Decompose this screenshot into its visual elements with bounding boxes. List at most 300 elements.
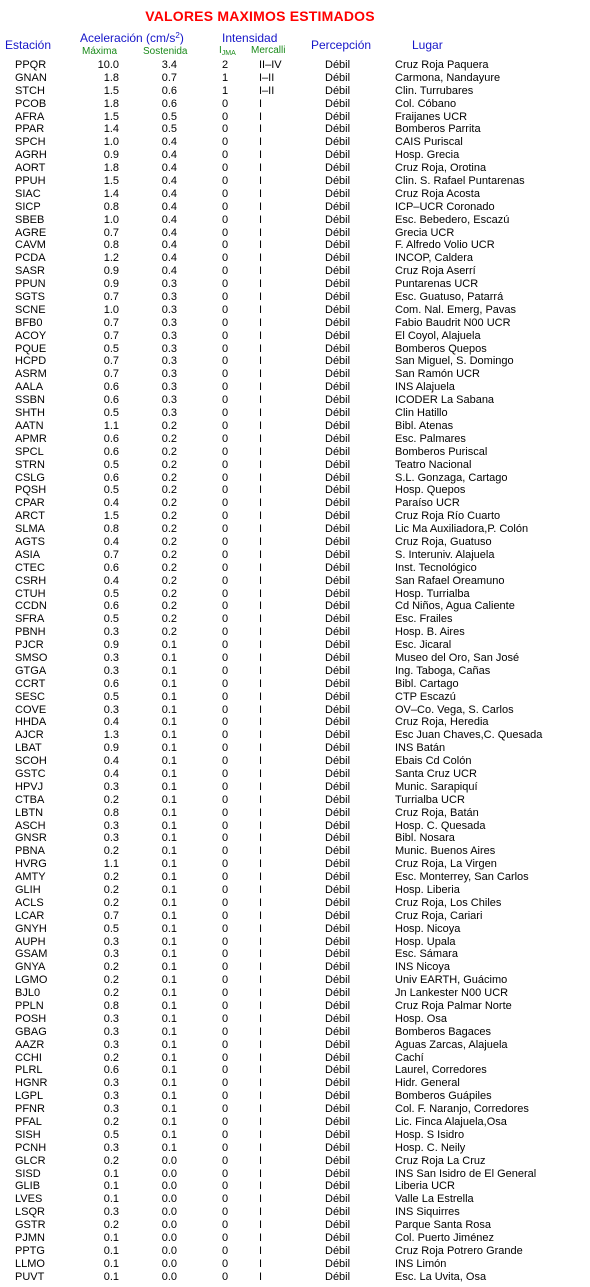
location-value: Col. Cóbano [395, 97, 457, 110]
header-aceleracion-text: Aceleración (cm/s [80, 31, 176, 45]
table-row [0, 961, 590, 974]
intensity-mercalli-value: I [259, 884, 263, 896]
station-code: AFRA [15, 110, 45, 123]
table-row [0, 85, 590, 98]
perception-value: Débil [325, 1206, 351, 1219]
station-code: SISD [15, 1167, 41, 1180]
accel-sustained-value: 0.1 [161, 884, 177, 896]
intensity-mercalli-value: I [259, 780, 263, 793]
perception-value: Débil [325, 110, 351, 123]
table-row [0, 1258, 590, 1271]
location-value: Esc. Bebedero, Escazú [395, 213, 510, 226]
station-code: SSBN [15, 394, 45, 407]
table-row [0, 652, 590, 665]
table-row [0, 252, 590, 265]
intensity-jma-value: 0 [221, 613, 229, 626]
intensity-mercalli-value: I [259, 961, 263, 974]
location-value: Cruz Roja Potrero Grande [395, 1244, 523, 1257]
intensity-jma-value: 0 [221, 1219, 229, 1232]
intensity-jma-value: 0 [221, 1141, 229, 1154]
intensity-mercalli-value: I [259, 187, 263, 200]
table-row [0, 1245, 590, 1258]
station-code: SICP [15, 200, 41, 213]
station-code: GLIH [15, 884, 41, 896]
station-code: AORT [15, 162, 46, 175]
table-row [0, 807, 590, 820]
intensity-mercalli-value: I [259, 690, 263, 703]
table-row [0, 1077, 590, 1090]
intensity-jma-value: 0 [221, 767, 229, 780]
accel-max-value: 0.3 [103, 1206, 119, 1219]
location-value: Bomberos Parrita [395, 123, 481, 136]
intensity-jma-value: 0 [221, 303, 229, 316]
intensity-jma-value: 0 [221, 1244, 229, 1257]
intensity-mercalli-value: I [259, 806, 263, 819]
table-row [0, 394, 590, 407]
intensity-jma-value: 0 [221, 1077, 229, 1090]
accel-max-value: 0.3 [103, 1103, 119, 1116]
header-estacion: Estación [5, 38, 52, 52]
station-code: PPUH [15, 175, 46, 188]
accel-sustained-value: 0.1 [161, 1025, 177, 1038]
accel-max-value: 0.3 [103, 1077, 119, 1090]
accel-max-value: 0.2 [103, 1116, 119, 1129]
perception-value: Débil [325, 651, 351, 664]
perception-value: Débil [325, 819, 351, 832]
location-value: INS San Isidro de El General [395, 1167, 537, 1180]
perception-value: Débil [325, 896, 351, 909]
accel-max-value: 0.4 [103, 535, 119, 548]
location-value: Bomberos Puriscal [395, 445, 488, 458]
accel-max-value: 0.8 [103, 1000, 119, 1013]
intensity-mercalli-value: I [259, 1180, 263, 1193]
accel-max-value: 1.1 [103, 419, 119, 432]
accel-max-value: 1.4 [103, 123, 119, 136]
accel-max-value: 0.3 [103, 626, 119, 639]
location-value: F. Alfredo Volio UCR [395, 239, 495, 252]
station-code: AGTS [15, 535, 45, 548]
accel-max-value: 0.8 [103, 523, 119, 536]
location-value: Ing. Taboga, Cañas [395, 664, 491, 677]
intensity-mercalli-value: I [259, 381, 263, 394]
accel-max-value: 0.4 [103, 767, 119, 780]
intensity-jma-value: 0 [221, 1167, 229, 1180]
location-value: INCOP, Caldera [395, 252, 474, 265]
subheader-ijma-sub: JMA [221, 50, 236, 57]
accel-max-value: 1.5 [103, 110, 119, 123]
intensity-jma-value: 0 [221, 639, 229, 652]
table-row [0, 1103, 590, 1116]
accel-sustained-value: 0.2 [161, 613, 177, 626]
intensity-mercalli-value: I [259, 793, 263, 806]
accel-sustained-value: 0.3 [161, 316, 177, 329]
intensity-mercalli-value: I [259, 987, 263, 1000]
table-row [0, 98, 590, 111]
station-code: SGTS [15, 291, 45, 304]
intensity-mercalli-value: I [259, 213, 263, 226]
perception-value: Débil [325, 252, 351, 265]
perception-value: Débil [325, 1064, 351, 1077]
intensity-mercalli-value: I [259, 471, 263, 484]
intensity-mercalli-value: I [259, 819, 263, 832]
accel-max-value: 0.9 [103, 278, 119, 291]
intensity-mercalli-value: I–II [259, 71, 275, 84]
location-value: ICP–UCR Coronado [395, 200, 495, 213]
intensity-mercalli-value: I [259, 729, 263, 742]
perception-value: Débil [325, 780, 351, 793]
perception-value: Débil [325, 471, 351, 484]
accel-max-value: 0.2 [103, 1051, 119, 1064]
accel-max-value: 0.2 [103, 884, 119, 896]
station-code: PCNH [15, 1141, 47, 1154]
table-row [0, 639, 590, 652]
intensity-jma-value: 0 [221, 1206, 229, 1219]
intensity-jma-value: 0 [221, 497, 229, 510]
perception-value: Débil [325, 278, 351, 291]
location-value: Col. F. Naranjo, Corredores [395, 1103, 529, 1116]
table-row [0, 1168, 590, 1181]
table-row [0, 1206, 590, 1219]
station-code: ASRM [15, 368, 47, 381]
table-row [0, 1155, 590, 1168]
intensity-jma-value: 0 [221, 407, 229, 420]
station-code: PPLN [15, 1000, 44, 1013]
intensity-mercalli-value: I [259, 871, 263, 884]
table-row [0, 317, 590, 330]
intensity-jma-value: 0 [221, 1193, 229, 1206]
station-code: PBNA [15, 845, 45, 858]
intensity-mercalli-value: I [259, 1219, 263, 1232]
accel-sustained-value: 0.2 [161, 432, 177, 445]
accel-max-value: 0.1 [103, 1193, 119, 1206]
intensity-mercalli-value: I [259, 742, 263, 755]
perception-value: Débil [325, 1128, 351, 1141]
perception-value: Débil [325, 1012, 351, 1025]
accel-max-value: 0.2 [103, 961, 119, 974]
station-code: CPAR [15, 497, 45, 510]
accel-sustained-value: 0.1 [161, 1012, 177, 1025]
location-value: Inst. Tecnológico [395, 561, 477, 574]
table-row [0, 1193, 590, 1206]
intensity-mercalli-value: I [259, 1206, 263, 1219]
accel-max-value: 0.6 [103, 381, 119, 394]
location-value: Esc. La Uvita, Osa [395, 1270, 487, 1283]
intensity-mercalli-value: I [259, 252, 263, 265]
perception-value: Débil [325, 690, 351, 703]
intensity-jma-value: 0 [221, 1000, 229, 1013]
intensity-mercalli-value: I [259, 755, 263, 768]
station-code: GSTC [15, 767, 46, 780]
accel-max-value: 0.3 [103, 703, 119, 716]
intensity-jma-value: 0 [221, 458, 229, 471]
intensity-mercalli-value: I [259, 548, 263, 561]
intensity-mercalli-value: I [259, 1141, 263, 1154]
location-value: Hidr. General [395, 1077, 460, 1090]
location-value: Aguas Zarcas, Alajuela [395, 1038, 508, 1051]
location-value: Hosp. B. Aires [395, 626, 465, 639]
perception-value: Débil [325, 561, 351, 574]
station-code: BJL0 [15, 987, 41, 1000]
accel-max-value: 0.7 [103, 368, 119, 381]
perception-value: Débil [325, 329, 351, 342]
accel-sustained-value: 0.4 [161, 149, 177, 162]
intensity-jma-value: 0 [221, 574, 229, 587]
perception-value: Débil [325, 703, 351, 716]
location-value: CAIS Puriscal [395, 136, 463, 149]
accel-max-value: 0.6 [103, 561, 119, 574]
intensity-jma-value: 0 [221, 832, 229, 845]
intensity-jma-value: 0 [221, 149, 229, 162]
table-row [0, 368, 590, 381]
intensity-mercalli-value: I [259, 226, 263, 239]
perception-value: Débil [325, 793, 351, 806]
table-row [0, 291, 590, 304]
perception-value: Débil [325, 742, 351, 755]
location-value: Esc. Monterrey, San Carlos [395, 871, 529, 884]
station-code: AGRE [15, 226, 47, 239]
accel-max-value: 0.6 [103, 677, 119, 690]
accel-max-value: 0.7 [103, 909, 119, 922]
intensity-jma-value: 0 [221, 793, 229, 806]
intensity-jma-value: 0 [221, 213, 229, 226]
perception-value: Débil [325, 149, 351, 162]
accel-max-value: 0.4 [103, 716, 119, 729]
accel-max-value: 0.3 [103, 1038, 119, 1051]
accel-max-value: 0.2 [103, 987, 119, 1000]
station-code: STRN [15, 458, 45, 471]
station-code: CTEC [15, 561, 45, 574]
station-code: AUPH [15, 935, 46, 948]
station-code: SBEB [15, 213, 45, 226]
intensity-mercalli-value: I [259, 1051, 263, 1064]
station-code: LLMO [15, 1257, 45, 1270]
accel-max-value: 0.1 [103, 1232, 119, 1245]
header-lugar: Lugar [412, 38, 443, 52]
table-row [0, 613, 590, 626]
location-value: Parque Santa Rosa [395, 1219, 492, 1232]
accel-sustained-value: 0.1 [161, 703, 177, 716]
perception-value: Débil [325, 845, 351, 858]
perception-value: Débil [325, 342, 351, 355]
location-value: Santa Cruz UCR [395, 767, 477, 780]
location-value: Lic Ma Auxiliadora,P. Colón [395, 523, 529, 536]
table-row [0, 948, 590, 961]
table-row [0, 936, 590, 949]
station-code: GNSR [15, 832, 47, 845]
station-code: HGNR [15, 1077, 48, 1090]
station-code: LVES [15, 1193, 43, 1206]
perception-value: Débil [325, 1025, 351, 1038]
accel-sustained-value: 0.1 [161, 974, 177, 987]
intensity-mercalli-value: I [259, 767, 263, 780]
perception-value: Débil [325, 935, 351, 948]
table-row [0, 227, 590, 240]
table-row [0, 72, 590, 85]
accel-sustained-value: 0.3 [161, 394, 177, 407]
perception-value: Débil [325, 1090, 351, 1103]
location-value: Cruz Roja, Guatuso [395, 535, 492, 548]
station-code: AJCR [15, 729, 44, 742]
accel-sustained-value: 0.5 [161, 123, 177, 136]
perception-value: Débil [325, 355, 351, 368]
table-row [0, 691, 590, 704]
accel-sustained-value: 0.1 [161, 845, 177, 858]
perception-value: Débil [325, 548, 351, 561]
table-row [0, 923, 590, 936]
accel-max-value: 0.1 [103, 1257, 119, 1270]
intensity-jma-value: 0 [221, 548, 229, 561]
accel-sustained-value: 0.1 [161, 1077, 177, 1090]
accel-max-value: 1.1 [103, 858, 119, 871]
accel-sustained-value: 0.2 [161, 548, 177, 561]
accel-max-value: 0.2 [103, 974, 119, 987]
location-value: ICODER La Sabana [395, 394, 495, 407]
intensity-mercalli-value: I [259, 394, 263, 407]
location-value: Cruz Roja Río Cuarto [395, 510, 501, 523]
accel-sustained-value: 0.1 [161, 729, 177, 742]
perception-value: Débil [325, 1116, 351, 1129]
intensity-mercalli-value: I [259, 265, 263, 278]
intensity-mercalli-value: I [259, 123, 263, 136]
accel-sustained-value: 0.1 [161, 1064, 177, 1077]
table-row [0, 433, 590, 446]
station-code: PPAR [15, 123, 45, 136]
perception-value: Débil [325, 1051, 351, 1064]
station-code: GBAG [15, 1025, 47, 1038]
accel-max-value: 0.3 [103, 1025, 119, 1038]
station-code: GSAM [15, 948, 48, 961]
accel-sustained-value: 0.3 [161, 303, 177, 316]
accel-sustained-value: 0.6 [161, 84, 177, 97]
intensity-jma-value: 0 [221, 819, 229, 832]
location-value: Esc. Jicaral [395, 639, 452, 652]
intensity-mercalli-value: I [259, 1232, 263, 1245]
page-title: VALORES MAXIMOS ESTIMADOS [145, 8, 375, 24]
intensity-jma-value: 0 [221, 729, 229, 742]
table-row [0, 1116, 590, 1129]
perception-value: Débil [325, 806, 351, 819]
accel-sustained-value: 0.2 [161, 419, 177, 432]
accel-sustained-value: 0.1 [161, 639, 177, 652]
station-table [0, 59, 590, 1284]
station-code: PQSH [15, 484, 47, 497]
perception-value: Débil [325, 368, 351, 381]
table-row [0, 1000, 590, 1013]
intensity-mercalli-value: I [259, 574, 263, 587]
intensity-jma-value: 0 [221, 278, 229, 291]
station-code: CSLG [15, 471, 45, 484]
subheader-sostenida: Sostenida [143, 46, 188, 57]
accel-max-value: 0.3 [103, 819, 119, 832]
table-row [0, 330, 590, 343]
station-code: SLMA [15, 523, 45, 536]
station-code: GNYA [15, 961, 46, 974]
accel-sustained-value: 0.2 [161, 510, 177, 523]
intensity-mercalli-value: I [259, 329, 263, 342]
accel-sustained-value: 0.2 [161, 535, 177, 548]
intensity-jma-value: 0 [221, 1038, 229, 1051]
perception-value: Débil [325, 226, 351, 239]
perception-value: Débil [325, 1000, 351, 1013]
accel-sustained-value: 0.1 [161, 922, 177, 935]
location-value: Univ EARTH, Guácimo [395, 974, 508, 987]
location-value: San Miguel, S. Domingo [395, 355, 514, 368]
intensity-mercalli-value: I [259, 703, 263, 716]
accel-sustained-value: 0.1 [161, 819, 177, 832]
accel-max-value: 0.5 [103, 922, 119, 935]
intensity-mercalli-value: I [259, 1193, 263, 1206]
table-row [0, 588, 590, 601]
perception-value: Débil [325, 432, 351, 445]
location-value: Cruz Roja, Orotina [395, 162, 487, 175]
intensity-jma-value: 1 [221, 84, 229, 97]
table-row [0, 575, 590, 588]
accel-sustained-value: 0.2 [161, 445, 177, 458]
location-value: CTP Escazú [395, 690, 456, 703]
intensity-jma-value: 0 [221, 252, 229, 265]
accel-max-value: 0.2 [103, 1154, 119, 1167]
location-value: Cruz Roja, Batán [395, 806, 479, 819]
table-row [0, 175, 590, 188]
accel-max-value: 1.0 [103, 136, 119, 149]
station-code: GNAN [15, 71, 47, 84]
intensity-mercalli-value: I [259, 1000, 263, 1013]
accel-sustained-value: 0.4 [161, 136, 177, 149]
perception-value: Débil [325, 239, 351, 252]
intensity-mercalli-value: I [259, 445, 263, 458]
table-row [0, 484, 590, 497]
location-value: INS Siquirres [395, 1206, 460, 1219]
location-value: Laurel, Corredores [395, 1064, 487, 1077]
intensity-mercalli-value: I [259, 858, 263, 871]
header-aceleracion [80, 31, 184, 45]
accel-sustained-value: 0.3 [161, 381, 177, 394]
perception-value: Débil [325, 1244, 351, 1257]
perception-value: Débil [325, 1141, 351, 1154]
accel-sustained-value: 0.1 [161, 716, 177, 729]
perception-value: Débil [325, 316, 351, 329]
accel-sustained-value: 0.4 [161, 187, 177, 200]
accel-max-value: 0.5 [103, 690, 119, 703]
intensity-jma-value: 1 [221, 71, 229, 84]
station-code: LBAT [15, 742, 42, 755]
accel-max-value: 0.5 [103, 407, 119, 420]
intensity-mercalli-value: I [259, 716, 263, 729]
intensity-jma-value: 0 [221, 368, 229, 381]
table-row [0, 162, 590, 175]
table-row [0, 1090, 590, 1103]
perception-value: Débil [325, 639, 351, 652]
station-code: SFRA [15, 613, 45, 626]
perception-value: Débil [325, 1154, 351, 1167]
station-code: SASR [15, 265, 45, 278]
perception-value: Débil [325, 1232, 351, 1245]
accel-max-value: 0.7 [103, 548, 119, 561]
accel-max-value: 0.7 [103, 355, 119, 368]
intensity-jma-value: 0 [221, 1232, 229, 1245]
perception-value: Débil [325, 909, 351, 922]
location-value: Bibl. Atenas [395, 419, 454, 432]
location-value: Paraíso UCR [395, 497, 460, 510]
perception-value: Débil [325, 407, 351, 420]
accel-max-value: 0.5 [103, 1128, 119, 1141]
intensity-mercalli-value: I [259, 1116, 263, 1129]
accel-max-value: 0.6 [103, 394, 119, 407]
table-row [0, 123, 590, 136]
station-code: BFB0 [15, 316, 43, 329]
accel-max-value: 0.2 [103, 793, 119, 806]
accel-max-value: 0.2 [103, 896, 119, 909]
